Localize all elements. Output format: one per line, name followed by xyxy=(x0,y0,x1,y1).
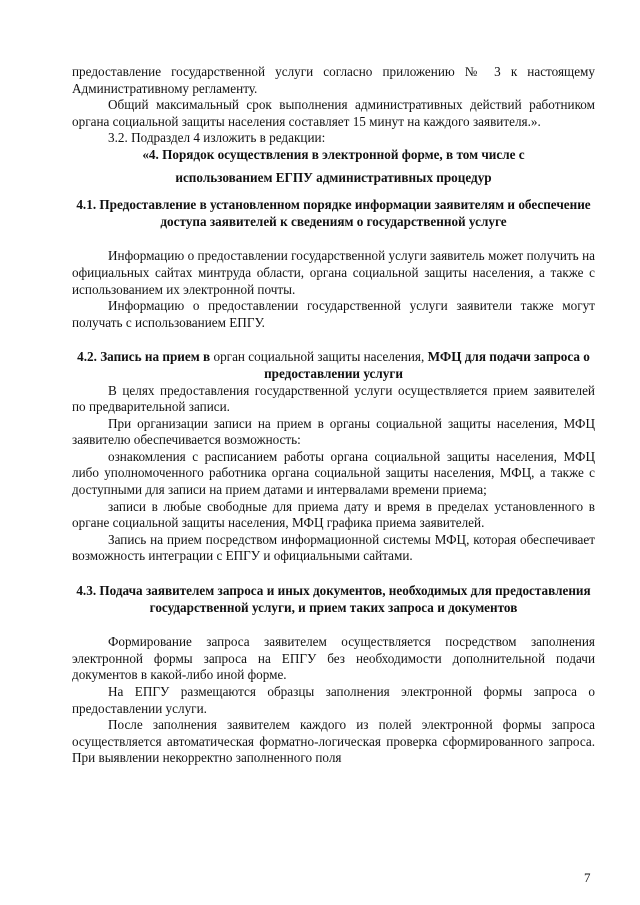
document-page xyxy=(72,64,595,767)
section-4-title-line-2: использованием ЕГПУ административных процедур xyxy=(175,169,492,185)
page-number: 7 xyxy=(584,870,591,885)
section-4-2-paragraph-5: Запись на прием посредством информационной системы МФЦ, которая обеспечивает возможность интеграции с ЕПГУ и официальными сайтами. xyxy=(72,531,595,564)
section-4-2-heading xyxy=(72,349,595,382)
section-4-1-paragraph-1: Информацию о предоставлении государственной услуги заявитель может получить на официальных сайтах минтруда области, органа социальной защиты населения, а также с использованием их электронной почты. xyxy=(72,248,595,297)
section-4-3-paragraph-2: На ЕПГУ размещаются образцы заполнения электронной формы запроса о предоставлении услуги. xyxy=(72,684,595,716)
section-4-2-paragraph-3: ознакомления с расписанием работы органа социальной защиты населения, МФЦ либо уполномоченного работника органа социальной защиты населения, МФЦ, а также с доступными для записи на прием датами и интервалами времени приема; xyxy=(72,448,595,498)
section-4-2-paragraph-2: При организации записи на прием в органы социальной защиты населения, МФЦ заявителю обеспечивается возможность: xyxy=(72,415,595,448)
section-4-2-heading-part-1: 4.2. Запись на прием в xyxy=(77,349,211,365)
section-4-1-paragraph-2: Информацию о предоставлении государственной услуги заявители также могут получать с использованием ЕПГУ. xyxy=(72,298,595,330)
section-4-3-heading: 4.3. Подача заявителем запроса и иных документов, необходимых для предоставления государственной услуги, и прием таких запроса и документов xyxy=(76,583,591,615)
section-4-2-paragraph-4: записи в любые свободные для приема дату и время в пределах установленного в органе социальной защиты населения, МФЦ графика приема заявителей. xyxy=(72,498,595,531)
section-4-2-heading-part-3: МФЦ для подачи запроса о предоставлении услуги xyxy=(264,349,590,381)
section-4-1-heading: 4.1. Предоставление в установленном порядке информации заявителям и обеспечение доступа заявителей к сведениям о государственной услуге xyxy=(76,197,591,229)
section-4-2-paragraph-1: В целях предоставления государственной услуги осуществляется прием заявителей по предварительной записи. xyxy=(72,382,595,415)
intro-paragraph-1: предоставление государственной услуги согласно приложению № 3 к настоящему Административному регламенту. xyxy=(72,64,595,96)
section-4-title-line-1: «4. Порядок осуществления в электронной форме, в том числе с xyxy=(142,146,525,162)
intro-paragraph-3: 3.2. Подраздел 4 изложить в редакции: xyxy=(108,130,326,146)
section-4-3-paragraph-3: После заполнения заявителем каждого из полей электронной формы запроса осуществляется автоматическая форматно-логическая проверка сформированного запроса. При выявлении некорректно заполненного поля xyxy=(72,717,595,766)
section-4-3-paragraph-1: Формирование запроса заявителем осуществляется посредством заполнения электронной формы запроса на ЕПГУ без необходимости дополнительной подачи документов в какой-либо иной форме. xyxy=(72,634,595,683)
intro-paragraph-2: Общий максимальный срок выполнения административных действий работником органа социальной защиты населения составляет 15 минут на каждого заявителя.». xyxy=(72,97,595,129)
section-4-2-heading-part-2: орган социальной защиты населения, xyxy=(210,349,428,365)
